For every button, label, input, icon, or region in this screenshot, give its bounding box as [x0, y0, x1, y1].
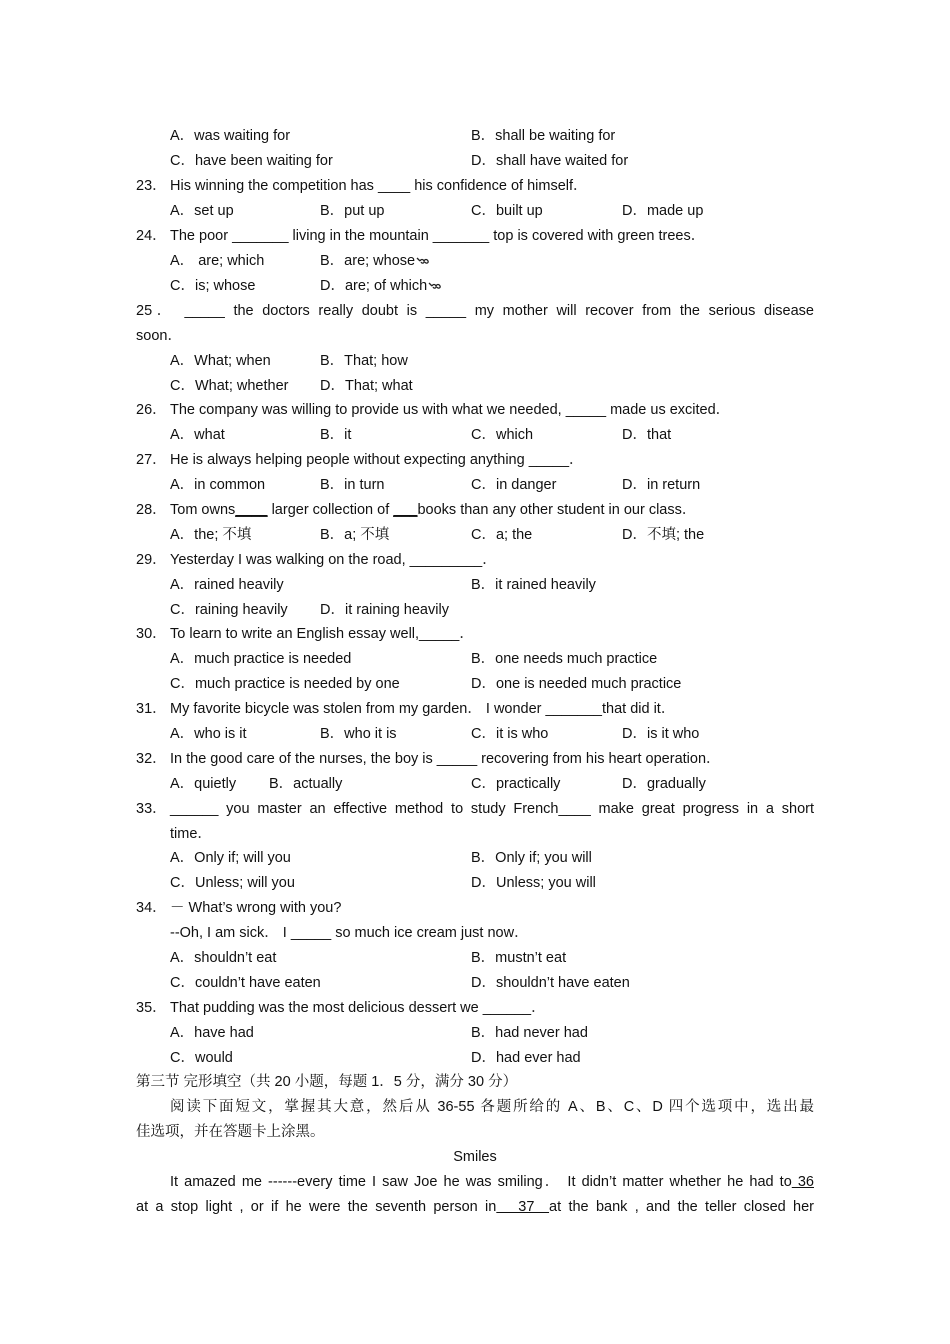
q35-options-row1 [170, 1021, 848, 1046]
q25-option-d: D．That; what [320, 378, 413, 394]
q31-number: 31． [136, 701, 167, 717]
q31-option-b: B．who it is [320, 726, 397, 742]
q30-option-b: B．one needs much practice [471, 651, 658, 667]
q26-option-a: A．what [170, 427, 225, 443]
q24-number: 24． [136, 228, 167, 244]
blank-37: 37 [496, 1199, 550, 1215]
q23-text: His winning the competition has ____ his confidence of himself． [170, 178, 588, 194]
q23-options [170, 199, 848, 224]
passage-line1-text: It amazed me ------every time I saw Joe he was smiling． It didn’t matter whether he had to [170, 1174, 792, 1190]
q30-options-row2 [170, 672, 848, 697]
q28-text-pre: Tom owns [170, 502, 236, 518]
q25-options-row2 [170, 374, 848, 399]
blank-36: 36 [791, 1174, 814, 1190]
section3-instructions-line1: 阅读下面短文，掌握其大意，然后从 36-55 各题所给的 A、B、C、D 四个选项中，选出最 [170, 1099, 814, 1115]
q35-stem [136, 996, 814, 1021]
q28-text-post: books than any other student in our class． [417, 502, 697, 518]
q26-option-d: D．that [622, 427, 672, 443]
q28-stem [136, 498, 814, 523]
q29-option-a: A．rained heavily [170, 577, 284, 593]
q34-option-a: A．shouldn’t eat [170, 950, 277, 966]
q33-option-c: C．Unless; will you [170, 875, 295, 891]
q33-option-d: D．Unless; you will [471, 875, 596, 891]
q25-option-a: A．What; when [170, 353, 271, 369]
q35-text: That pudding was the most delicious dessert we ______． [170, 1000, 546, 1016]
q30-option-a: A．much practice is needed [170, 651, 352, 667]
q34-text-line1: － What’s wrong with you? [170, 900, 342, 916]
q34-stem-line2: --Oh, I am sick． I _____ so much ice cream just now． [170, 925, 529, 941]
q26-option-b: B．it [320, 427, 352, 443]
q29-options-row1 [170, 573, 848, 598]
q28-option-d: D．不填; the [622, 527, 705, 543]
q22-option-d: D．shall have waited for [471, 153, 629, 169]
q22-options-row2 [170, 149, 848, 174]
q24-stem [136, 224, 814, 249]
q28-options [170, 523, 848, 548]
q33-options-row2 [170, 871, 848, 896]
q34-number: 34． [136, 900, 167, 916]
q31-options [170, 722, 848, 747]
q35-number: 35． [136, 1000, 167, 1016]
q33-text-line1: ______ you master an effective method to study French____ make great progress in a short [170, 801, 814, 817]
q23-number: 23． [136, 178, 167, 194]
q33-number: 33． [136, 801, 167, 817]
q33-option-b: B．Only if; you will [471, 850, 592, 866]
q30-option-d: D．one is needed much practice [471, 676, 682, 692]
q29-text: Yesterday I was walking on the road, _________． [170, 552, 497, 568]
q29-options-row2 [170, 598, 848, 623]
q28-blank-2: ___ [393, 502, 418, 518]
section3-heading: 第三节 完形填空（共 20 小题，每题 1．5 分，满分 30 分） [136, 1074, 518, 1090]
q32-option-c: C．practically [471, 776, 561, 792]
q25-option-c: C．What; whether [170, 378, 289, 394]
q27-option-b: B．in turn [320, 477, 385, 493]
q22-option-b: B．shall be waiting for [471, 128, 616, 144]
q32-text: In the good care of the nurses, the boy is _____ recovering from his heart operation． [170, 751, 721, 767]
q32-number: 32． [136, 751, 167, 767]
q33-option-a: A．Only if; will you [170, 850, 291, 866]
q24-text: The poor _______ living in the mountain _______ top is covered with green trees． [170, 228, 706, 244]
q24-option-a: A． are; which [170, 253, 265, 269]
glasses-mark-icon [428, 280, 444, 291]
q23-option-a: A．set up [170, 203, 234, 219]
q29-stem [136, 548, 814, 573]
q23-option-d: D．made up [622, 203, 704, 219]
q32-option-b: B．actually [269, 776, 343, 792]
q28-option-a: A．the; 不填 [170, 527, 252, 543]
q31-option-a: A．who is it [170, 726, 247, 742]
q26-option-c: C．which [471, 427, 534, 443]
q25-option-b: B．That; how [320, 353, 408, 369]
q28-text-mid: larger collection of [267, 502, 394, 518]
q24-options-row2 [170, 274, 848, 299]
q33-stem-line1 [136, 797, 814, 822]
q23-option-c: C．built up [471, 203, 543, 219]
q23-option-b: B．put up [320, 203, 385, 219]
q23-stem [136, 174, 814, 199]
q28-number: 28． [136, 502, 167, 518]
passage-line2-text-post: at the bank , and the teller closed her [549, 1199, 814, 1215]
q34-stem-line1 [136, 896, 814, 921]
q27-number: 27． [136, 452, 167, 468]
q27-options [170, 473, 848, 498]
q27-option-a: A．in common [170, 477, 266, 493]
q35-option-d: D．had ever had [471, 1050, 581, 1066]
q30-text: To learn to write an English essay well,_____． [170, 626, 474, 642]
passage-line2 [136, 1195, 814, 1220]
q26-number: 26． [136, 402, 167, 418]
q28-option-c: C．a; the [471, 527, 533, 543]
q33-stem-line2: time． [170, 826, 212, 842]
passage-title: Smiles [453, 1149, 497, 1165]
q25-stem-line2: soon． [136, 328, 182, 344]
q30-options-row1 [170, 647, 848, 672]
q26-options [170, 423, 848, 448]
q30-stem [136, 622, 814, 647]
q27-stem [136, 448, 814, 473]
q33-options-row1 [170, 846, 848, 871]
q26-text: The company was willing to provide us with what we needed, _____ made us excited． [170, 402, 731, 418]
q32-stem [136, 747, 814, 772]
q26-stem [136, 398, 814, 423]
q35-option-b: B．had never had [471, 1025, 588, 1041]
q28-option-b: B．a; 不填 [320, 527, 390, 543]
q24-options-row1 [170, 249, 848, 274]
q34-option-d: D．shouldn’t have eaten [471, 975, 630, 991]
q22-option-a: A．was waiting for [170, 128, 291, 144]
q31-stem [136, 697, 814, 722]
q24-option-b [320, 249, 432, 274]
q35-options-row2 [170, 1046, 848, 1071]
q22-option-c: C．have been waiting for [170, 153, 333, 169]
q27-option-d: D．in return [622, 477, 701, 493]
q32-options [170, 772, 848, 797]
q29-option-d: D．it raining heavily [320, 602, 449, 618]
q29-option-b: B．it rained heavily [471, 577, 596, 593]
q25-stem-line1: 25． _____ the doctors really doubt is _____ my mother will recover from the serious disease [136, 303, 814, 319]
q27-text: He is always helping people without expecting anything _____． [170, 452, 584, 468]
q34-option-c: C．couldn’t have eaten [170, 975, 321, 991]
q35-option-c: C．would [170, 1050, 233, 1066]
section3-instructions-line2: 佳选项，并在答题卡上涂黑。 [136, 1124, 325, 1140]
glasses-mark-icon [416, 255, 432, 266]
q30-option-c: C．much practice is needed by one [170, 676, 400, 692]
q28-blank-1: ____ [235, 502, 268, 518]
q24-option-d [320, 274, 444, 299]
q25-options-row1 [170, 349, 848, 374]
q24-option-d-text: D．are; of which [320, 278, 428, 294]
q35-option-a: A．have had [170, 1025, 254, 1041]
q22-options-row1 [170, 124, 848, 149]
q24-option-b-text: B．are; whose [320, 253, 416, 269]
q31-text: My favorite bicycle was stolen from my garden． I wonder _______that did it． [170, 701, 676, 717]
q34-option-b: B．mustn’t eat [471, 950, 567, 966]
q32-option-d: D．gradually [622, 776, 706, 792]
q30-number: 30． [136, 626, 167, 642]
q34-options-row1 [170, 946, 848, 971]
q31-option-c: C．it is who [471, 726, 549, 742]
q34-options-row2 [170, 971, 848, 996]
passage-line1 [136, 1170, 814, 1195]
q29-option-c: C．raining heavily [170, 602, 288, 618]
passage-line2-text-pre: at a stop light , or if he were the seventh person in [136, 1199, 497, 1215]
q32-option-a: A．quietly [170, 776, 237, 792]
q27-option-c: C．in danger [471, 477, 557, 493]
q24-option-c: C．is; whose [170, 278, 256, 294]
q29-number: 29． [136, 552, 167, 568]
q31-option-d: D．is it who [622, 726, 700, 742]
q28-text [170, 498, 696, 523]
